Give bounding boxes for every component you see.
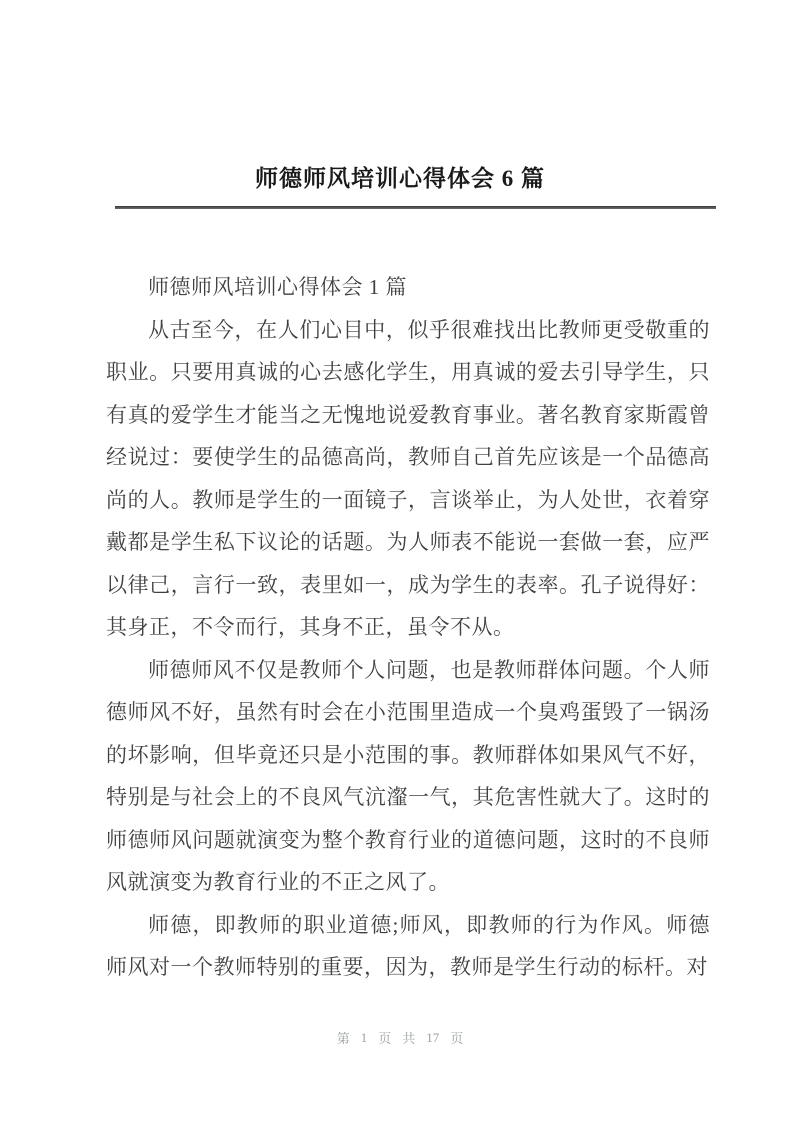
paragraph: 师德，即教师的职业道德;师风，即教师的行为作风。师德师风对一个教师特别的重要，因为，教师是学生行动的标杆。对	[106, 912, 710, 979]
title-divider	[115, 206, 716, 209]
footer-total-pages: 17	[426, 1029, 440, 1045]
paragraph: 从古至今，在人们心目中，似乎很难找出比教师更受敬重的职业。只要用真诚的心去感化学生，用真诚的爱去引导学生，只有真的爱学生才能当之无愧地说爱教育事业。著名教育家斯霞曾经说过：要使学生的品德高尚，教师自己首先应该是一个品德高尚的人。教师是学生的一面镜子，言谈举止，为人处世，衣着穿戴都是学生私下议论的话题。为人师表不能说一套做一套，应严以律己，言行一致，表里如一，成为学生的表率。孔子说得好：其身正，不令而行，其身不正，虽令不从。	[106, 317, 710, 639]
document-body	[106, 266, 710, 989]
document-title: 师德师风培训心得体会 6 篇	[255, 166, 545, 191]
footer-conjunction-label: 共	[402, 1031, 416, 1046]
footer-prefix-label: 第	[336, 1031, 350, 1046]
page-footer	[0, 1028, 800, 1047]
footer-page-number: 1	[360, 1029, 368, 1045]
paragraph: 师德师风不仅是教师个人问题，也是教师群体问题。个人师德师风不好，虽然有时会在小范围里造成一个臭鸡蛋毁了一锅汤的坏影响，但毕竟还只是小范围的事。教师群体如果风气不好，特别是与社会上的不良风气沆瀣一气，其危害性就大了。这时的师德师风问题就演变为整个教育行业的道德问题，这时的不良师风就演变为教育行业的不正之风了。	[106, 657, 710, 894]
footer-total-label: 页	[450, 1031, 464, 1046]
footer-page-label: 页	[378, 1031, 392, 1046]
paragraph-section-heading: 师德师风培训心得体会 1 篇	[148, 275, 407, 299]
